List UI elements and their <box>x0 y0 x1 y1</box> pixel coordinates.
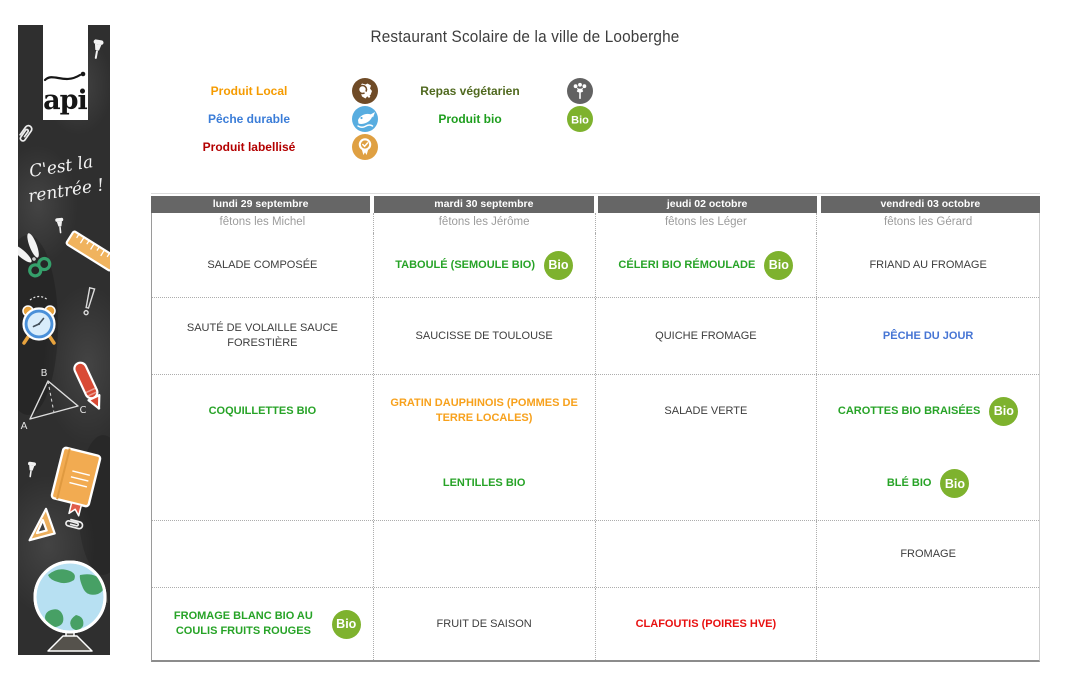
legend-item-produit-bio <box>395 106 593 132</box>
menu-cell <box>374 375 596 520</box>
legend-label: Repas végétarien <box>420 84 520 98</box>
vegetarian-icon <box>567 78 593 104</box>
svg-text:rentrée !: rentrée ! <box>26 175 106 207</box>
menu-cell <box>817 298 1039 374</box>
menu-cell <box>374 233 596 297</box>
menu-item: FRIAND AU FROMAGE <box>869 258 987 271</box>
cheese-row <box>152 521 1039 588</box>
menu-item: GRATIN DAUPHINOIS (POMMES DE TERRE LOCALES) <box>390 397 578 425</box>
bio-badge: Bio <box>764 251 793 280</box>
menu-cell <box>596 233 818 297</box>
menu-cell <box>596 298 818 374</box>
svg-text:B: B <box>40 368 48 379</box>
svg-text:api: api <box>43 85 87 116</box>
menu-item: PÊCHE DU JOUR <box>882 329 974 342</box>
legend-label: Produit Local <box>210 84 288 98</box>
main-course-row <box>152 298 1039 375</box>
menu-item: FROMAGE <box>900 547 956 560</box>
menu-cell <box>374 298 596 374</box>
menu-cell <box>596 375 818 520</box>
menu-item: FROMAGE BLANC BIO AU COULIS FRUITS ROUGES <box>173 610 313 637</box>
menu-cell <box>152 375 374 520</box>
bio-badge: Bio <box>989 397 1018 426</box>
menu-item: CÉLERI BIO RÉMOULADE <box>618 258 756 271</box>
bio-icon <box>567 106 593 132</box>
sidebar-decoration <box>18 25 110 655</box>
page-title: Restaurant Scolaire de la ville de Looberghe <box>370 27 680 46</box>
menu-item: CLAFOUTIS (POIRES HVE) <box>635 617 777 630</box>
weekly-menu-table <box>151 196 1040 662</box>
svg-text:Bio: Bio <box>571 114 589 127</box>
svg-text:C'est la: C'est la <box>27 152 95 182</box>
svg-text:C: C <box>79 405 87 416</box>
menu-item: QUICHE FROMAGE <box>655 329 757 342</box>
france-local-icon <box>352 78 378 104</box>
menu-cell <box>152 233 374 297</box>
bio-badge: Bio <box>940 469 969 498</box>
legend-label: Pêche durable <box>207 112 291 126</box>
menu-cell <box>152 298 374 374</box>
menu-item: FRUIT DE SAISON <box>436 617 532 630</box>
fete-label: fêtons les Gérard <box>884 216 973 228</box>
menu-cell <box>817 521 1039 587</box>
svg-text:A: A <box>20 421 28 432</box>
menu-item: COQUILLETTES BIO <box>208 404 317 417</box>
dessert-row <box>152 588 1039 660</box>
medal-icon <box>352 134 378 160</box>
menu-cell <box>817 588 1039 660</box>
menu-item: SALADE VERTE <box>664 404 748 417</box>
fish-icon <box>352 106 378 132</box>
menu-cell <box>152 588 374 660</box>
starter-row <box>152 233 1039 298</box>
menu-cell <box>374 521 596 587</box>
menu-item: TABOULÉ (SEMOULE BIO) <box>395 258 535 271</box>
fete-label: fêtons les Michel <box>219 216 306 228</box>
menu-item: LENTILLES BIO <box>442 477 526 490</box>
legend-item-produit-labellise <box>160 134 378 160</box>
menu-cell <box>596 521 818 587</box>
menu-cell <box>596 588 818 660</box>
legend-item-repas-vegetarien <box>395 78 593 104</box>
menu-cell <box>817 375 1039 520</box>
day-header: jeudi 02 octobre <box>598 196 817 213</box>
menu-cell <box>152 521 374 587</box>
menu-item: SALADE COMPOSÉE <box>207 258 318 271</box>
menu-cell <box>374 588 596 660</box>
day-header: lundi 29 septembre <box>151 196 370 213</box>
legend-item-produit-local <box>160 78 378 104</box>
menu-item: SAUTÉ DE VOLAILLE SAUCE FORESTIÈRE <box>186 322 338 349</box>
legend-item-peche-durable <box>160 106 378 132</box>
bio-badge: Bio <box>544 251 573 280</box>
chalkboard-artwork <box>18 25 110 655</box>
menu-item: BLÉ BIO <box>886 477 932 490</box>
day-header: vendredi 03 octobre <box>821 196 1040 213</box>
menu-header-row <box>151 196 1040 213</box>
fete-row <box>152 213 1039 233</box>
legend-label: Produit labellisé <box>202 140 296 154</box>
legend-label: Produit bio <box>438 112 502 126</box>
menu-cell <box>817 233 1039 297</box>
fete-label: fêtons les Léger <box>664 216 747 228</box>
fete-label: fêtons les Jérôme <box>438 216 530 228</box>
side-dish-row <box>152 375 1039 521</box>
menu-item: CAROTTES BIO BRAISÉES <box>837 404 981 417</box>
menu-item: SAUCISSE DE TOULOUSE <box>415 329 553 342</box>
day-header: mardi 30 septembre <box>374 196 593 213</box>
bio-badge: Bio <box>332 610 361 639</box>
